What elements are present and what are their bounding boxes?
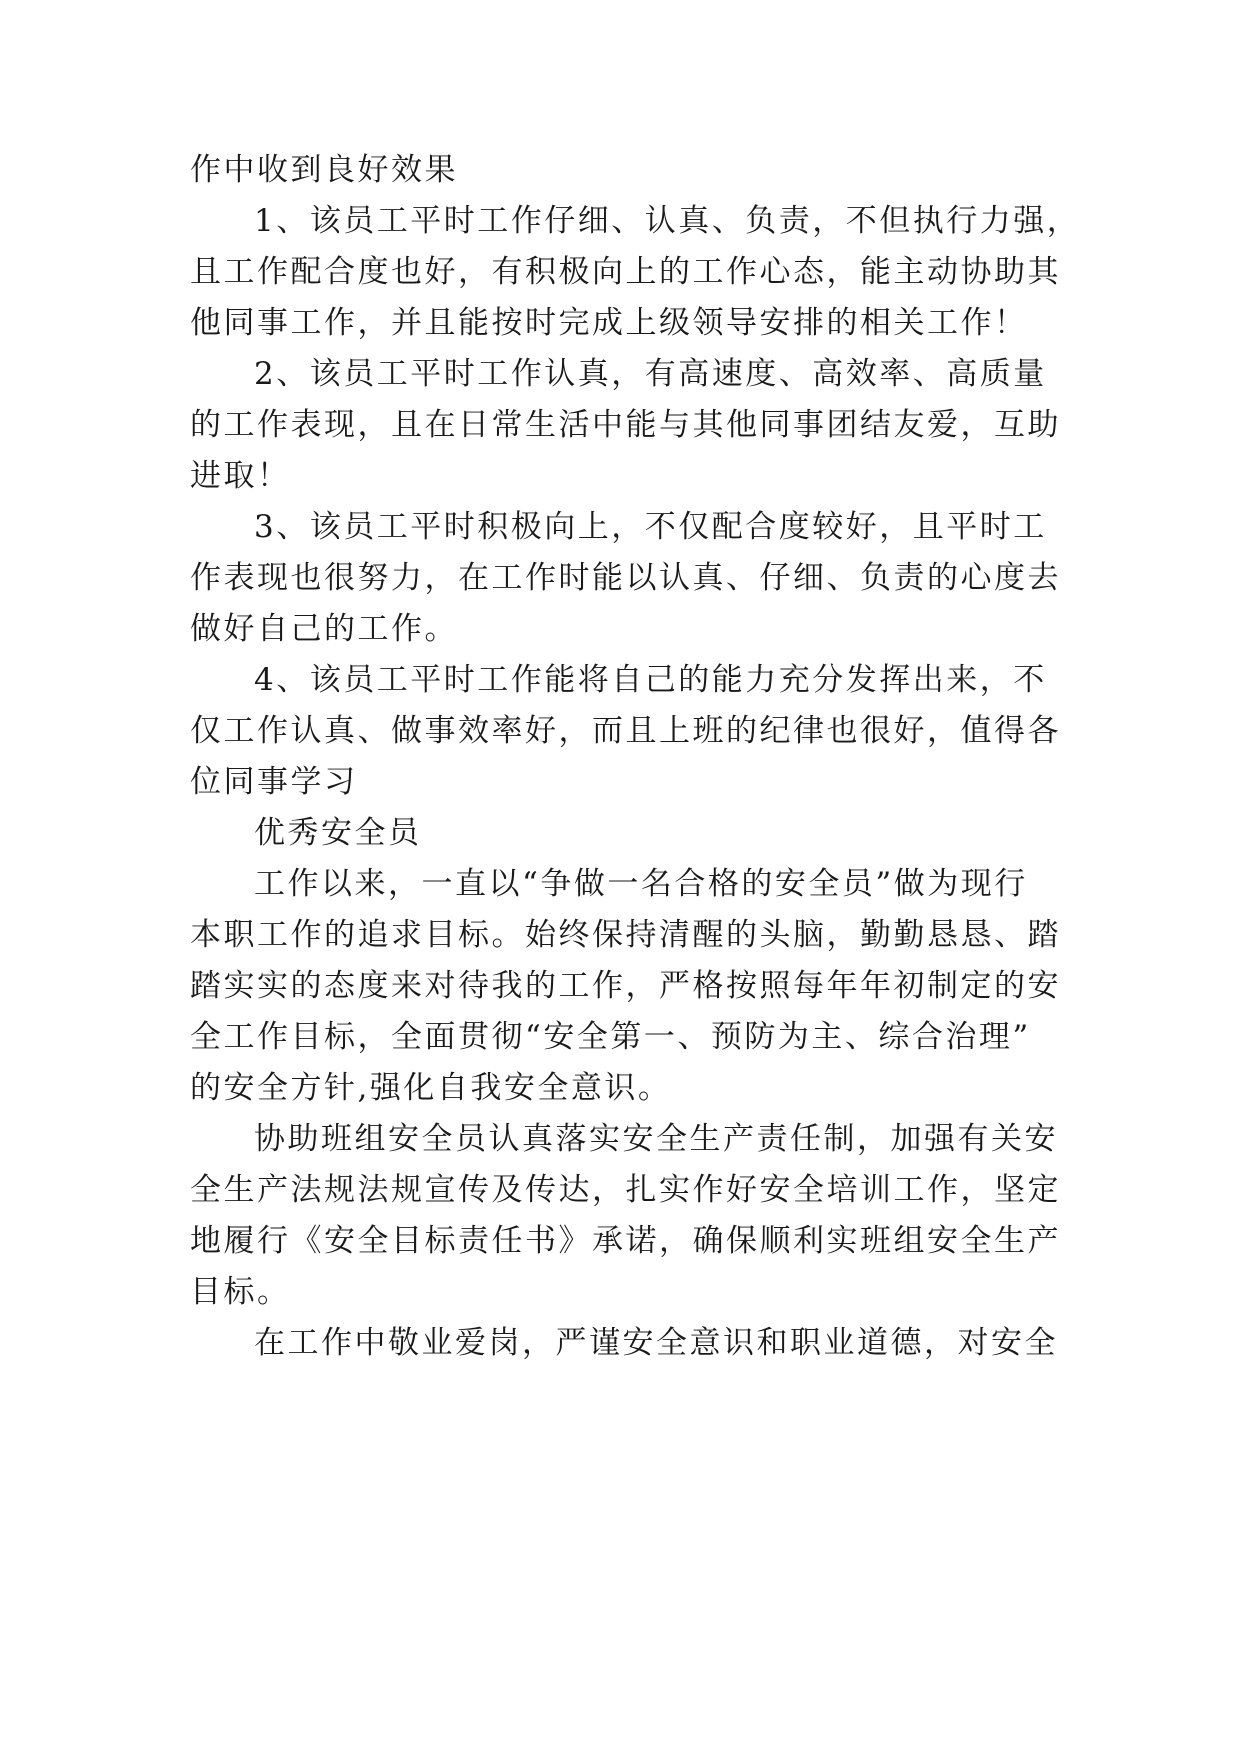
paragraph-4-line: 4、该员工平时工作能将自己的能力充分发挥出来，不 [254,662,1047,698]
paragraph-7-line: 在工作中敬业爱岗，严谨安全意识和职业道德，对安全 [254,1325,1058,1361]
text-line: 位同事学习 [190,764,358,800]
text-line: 进取！ [190,458,291,494]
text-line: 地履行《安全目标责任书》承诺，确保顺利实班组安全生产 [190,1223,1061,1259]
paragraph-1-line: 1、该员工平时工作仔细、认真、负责，不但执行力强， [254,203,1081,239]
text-line: 作表现也很努力，在工作时能以认真、仔细、负责的心度去 [190,560,1061,596]
text-line: 本职工作的追求目标。始终保持清醒的头脑，勤勤恳恳、踏 [190,917,1061,953]
paragraph-5-line: 工作以来，一直以“争做一名合格的安全员”做为现行 [254,866,1028,902]
text-line: 目标。 [190,1274,291,1310]
text-line: 作中收到良好效果 [190,152,458,188]
paragraph-3-line: 3、该员工平时积极向上，不仅配合度较好，且平时工 [254,509,1047,545]
text-line: 全生产法规法规宣传及传达，扎实作好安全培训工作，坚定 [190,1172,1061,1208]
text-line: 全工作目标，全面贯彻“安全第一、预防为主、综合治理” [190,1019,1031,1055]
text-line: 的工作表现，且在日常生活中能与其他同事团结友爱，互助 [190,407,1061,443]
text-line: 踏实实的态度来对待我的工作，严格按照每年年初制定的安 [190,968,1061,1004]
text-line: 且工作配合度也好，有积极向上的工作心态，能主动协助其 [190,254,1061,290]
paragraph-6-line: 协助班组安全员认真落实安全生产责任制，加强有关安 [254,1121,1058,1157]
text-line: 做好自己的工作。 [190,611,458,647]
text-line: 仅工作认真、做事效率好，而且上班的纪律也很好，值得各 [190,713,1061,749]
text-line: 他同事工作，并且能按时完成上级领导安排的相关工作！ [190,305,1028,341]
paragraph-2-line: 2、该员工平时工作认真，有高速度、高效率、高质量 [254,356,1047,392]
section-heading: 优秀安全员 [254,815,422,851]
text-line: 的安全方针,强化自我安全意识。 [190,1070,672,1106]
